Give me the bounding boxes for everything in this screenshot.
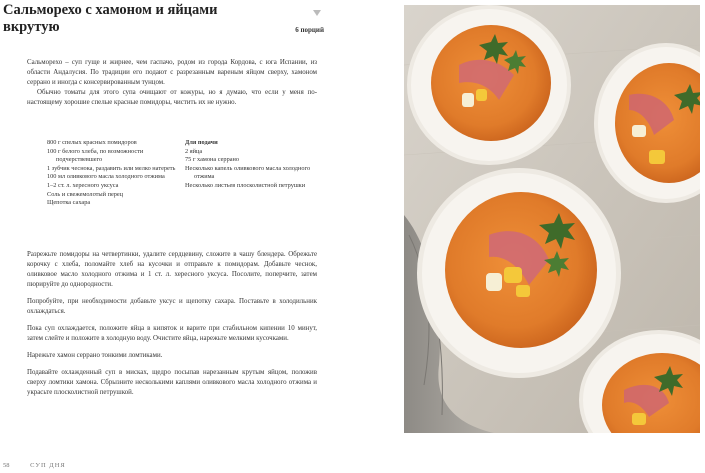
ingredient-item: 1 зубчик чеснока, раздавить или мелко натереть xyxy=(47,164,176,172)
method-step: Нарежьте хамон серрано тонкими ломтиками. xyxy=(27,352,163,359)
method-step: Разрежьте помидоры на четвертинки, удалите сердцевину, сложите в чашу блендера. Обрежьте корочку с хлеба, поломайте хлеб на кусочки и отправьте к помидорам. Добавьте чеснок, оливковое масло холодного отжима и 1 ст. л. хересного уксуса. Посолите, поперчите, затем пюрируйте до однородности. xyxy=(27,251,317,288)
servings-label: 6 порций xyxy=(295,26,324,34)
ingredient-item: Соль и свежемолотый перец xyxy=(47,190,124,198)
salmorejo-photo xyxy=(404,5,700,433)
soup-bowl xyxy=(417,168,621,378)
right-page xyxy=(400,0,705,473)
intro-paragraph: Обычно томаты для этого супа очищают от кожуры, но я думаю, что если у меня по-настоящему хорошие спелые красные помидоры, чистить их не нужно. xyxy=(27,89,317,106)
serving-item: Несколько капель оливкового масла холодного отжима xyxy=(185,164,311,181)
serving-item: 75 г хамона серрано xyxy=(185,156,240,164)
corner-mark-icon xyxy=(313,10,321,18)
soup-bowl xyxy=(407,5,571,165)
section-name: СУП ДНЯ xyxy=(30,462,66,469)
page-number: 58 xyxy=(3,462,10,469)
serving-heading: Для подачи xyxy=(185,139,218,146)
page-footer xyxy=(3,462,66,469)
ingredient-item: Щепотка сахара xyxy=(47,199,91,207)
method-step: Подавайте охлажденный суп в мисках, щедро посыпав нарезанным крутым яйцом, положив сверху ломтики хамона. Сбрызните несколькими каплями оливкового масла холодного отжима и украсьте плоcколистной петрушкой. xyxy=(27,369,317,396)
method-text xyxy=(27,250,317,405)
intro-text xyxy=(27,58,317,108)
ingredient-item: 100 г белого хлеба, по возможности подчерствевшего xyxy=(47,147,144,164)
ingredient-item: 800 г спелых красных помидоров xyxy=(47,139,137,146)
recipe-title: Сальморехо с хамоном и яйцами вкрутую xyxy=(3,2,218,35)
method-step: Попробуйте, при необходимости добавьте уксус и щепотку сахара. Поставьте в холодильник охлаждаться. xyxy=(27,298,317,315)
ingredient-item: 1–2 ст. л. хересного уксуса xyxy=(47,181,119,189)
ingredients-list xyxy=(47,139,177,208)
serving-item: 2 яйца xyxy=(185,147,203,155)
method-step: Пока суп охлаждается, положите яйца в кипяток и варите при стабильном кипении 10 минут, затем слейте и положите в холодную воду. Очистите яйца, нарежьте мелкими кусочками. xyxy=(27,325,317,342)
serving-item: Несколько листьев плоcколистной петрушки xyxy=(185,181,306,189)
ingredient-item: 100 мл оливкового масла холодного отжима xyxy=(47,173,165,181)
intro-paragraph: Сальморехо – суп гуще и жирнее, чем гаспачо, родом из города Кордова, с юга Испании, из области Андалусия. По традиции его подают с разрезанным вареным яйцом сверху, хамоном серрано и иногда с консервированным тунцом. xyxy=(27,59,317,86)
serving-list xyxy=(185,139,320,191)
